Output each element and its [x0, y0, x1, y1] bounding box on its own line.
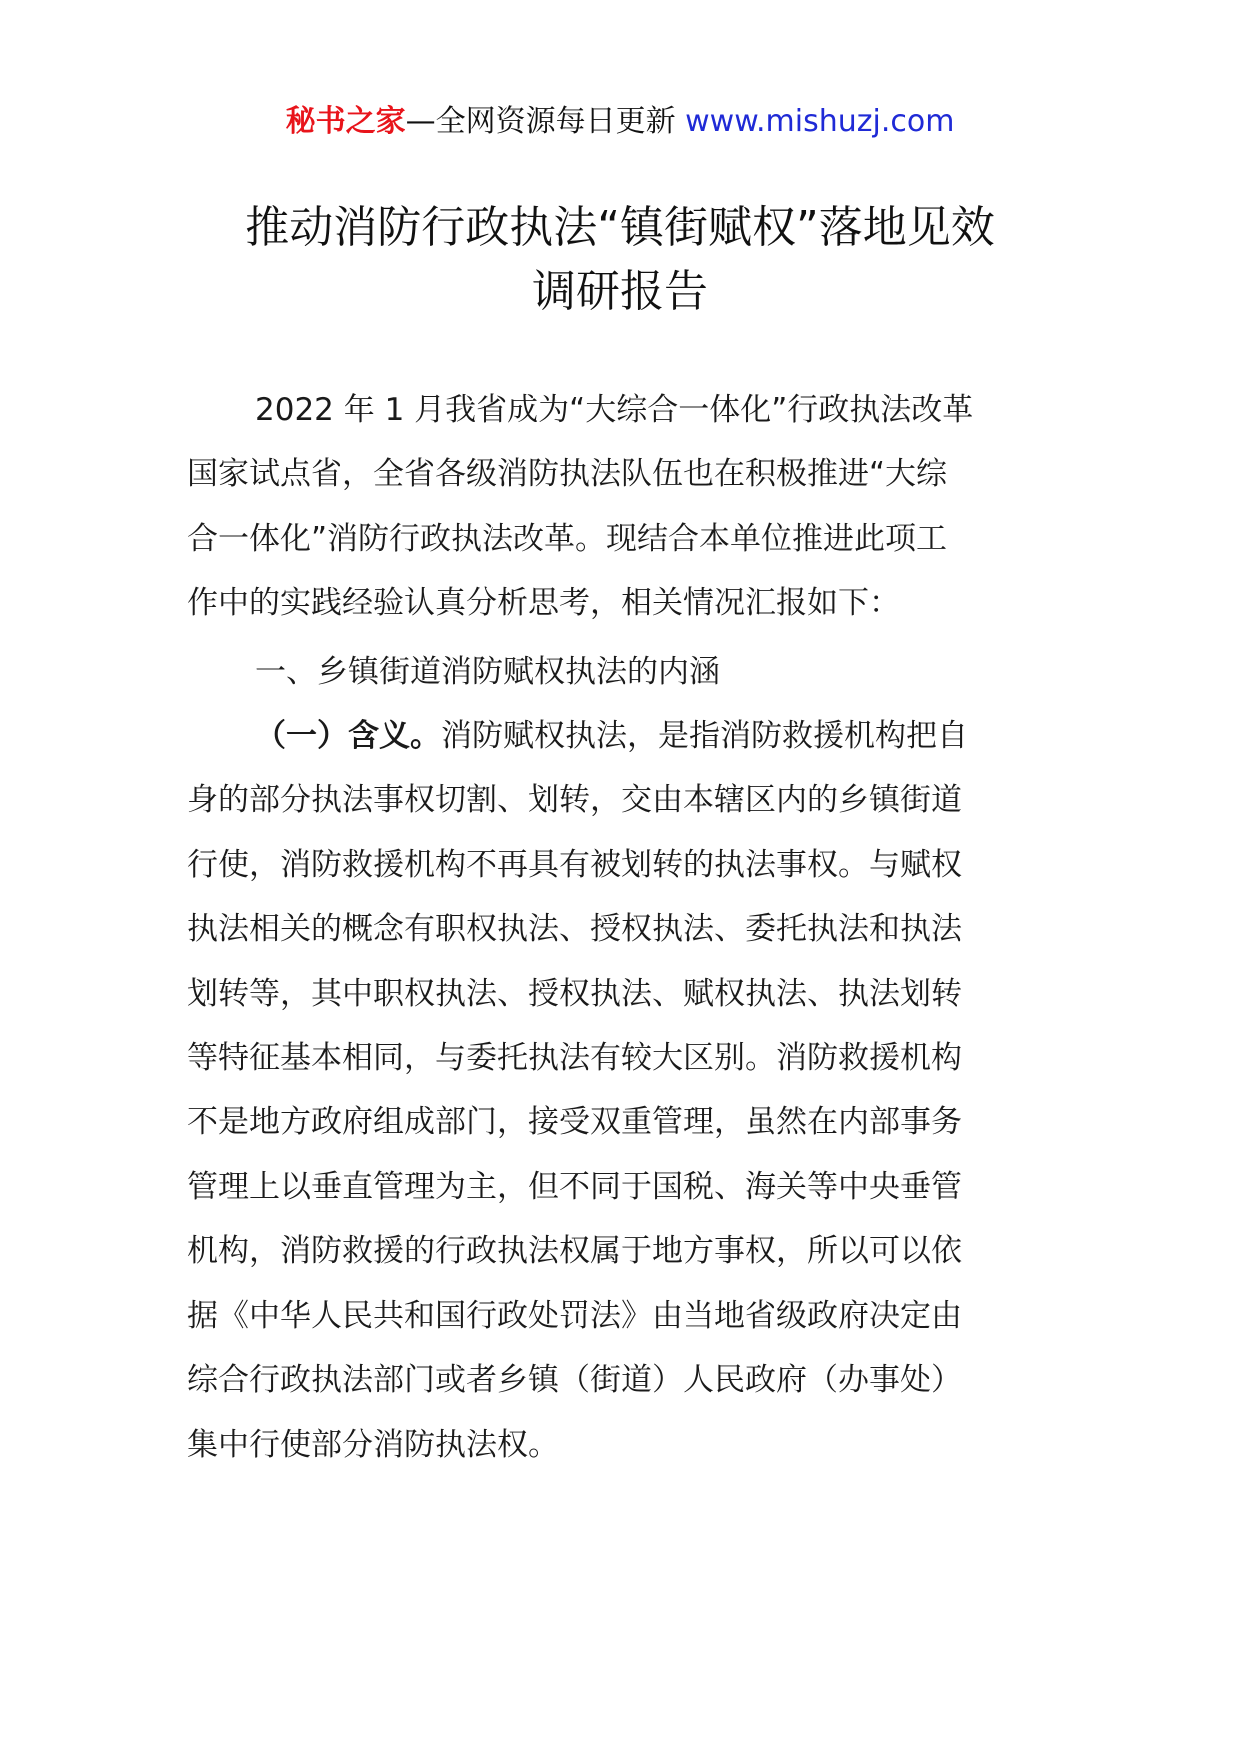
definition-line-12: 集中行使部分消防执法权。: [187, 1426, 559, 1463]
definition-line-11: 综合行政执法部门或者乡镇（街道）人民政府（办事处）: [187, 1362, 962, 1399]
title-line-1: 推动消防行政执法“镇街赋权”落地见效: [245, 202, 995, 253]
definition-line-10: 据《中华人民共和国行政处罚法》由当地省级政府决定由: [187, 1297, 962, 1334]
intro-line-4: 作中的实践经验认真分析思考，相关情况汇报如下：: [187, 585, 900, 622]
intro-line-2: 国家试点省，全省各级消防执法队伍也在积极推进“大综: [187, 456, 948, 493]
definition-line-8: 管理上以垂直管理为主，但不同于国税、海关等中央垂管: [187, 1168, 962, 1205]
header-tagline: —全网资源每日更新: [405, 104, 686, 139]
definition-line-3: 行使，消防救援机构不再具有被划转的执法事权。与赋权: [187, 846, 962, 883]
site-header: [0, 100, 1240, 144]
definition-text-1: 消防赋权执法，是指消防救援机构把自: [441, 718, 968, 755]
definition-line-2: 身的部分执法事权切割、划转，交由本辖区内的乡镇街道: [187, 782, 962, 819]
definition-paragraph: [187, 704, 1047, 1477]
document-title: [0, 196, 1240, 324]
intro-paragraph: [187, 378, 1047, 636]
definition-line-5: 划转等，其中职权执法、授权执法、赋权执法、执法划转: [187, 975, 962, 1012]
document-body: [187, 378, 1047, 1477]
site-url-link[interactable]: www.mishuzj.com: [685, 104, 955, 139]
section-heading: 一、乡镇街道消防赋权执法的内涵: [255, 653, 720, 690]
definition-line-4: 执法相关的概念有职权执法、授权执法、委托执法和执法: [187, 911, 962, 948]
brand-name: 秘书之家: [285, 104, 406, 139]
definition-line-9: 机构，消防救援的行政执法权属于地方事权，所以可以依: [187, 1233, 962, 1270]
intro-line-1: 2022 年 1 月我省成为“大综合一体化”行政执法改革: [255, 392, 974, 428]
subsection-heading: （一）含义。: [255, 718, 441, 755]
intro-line-3: 合一体化”消防行政执法改革。现结合本单位推进此项工: [187, 520, 948, 557]
definition-line-7: 不是地方政府组成部门，接受双重管理，虽然在内部事务: [187, 1104, 962, 1141]
definition-line-6: 等特征基本相同，与委托执法有较大区别。消防救援机构: [187, 1040, 962, 1077]
title-line-2: 调研报告: [532, 266, 708, 317]
definition-line-1: [187, 704, 1047, 768]
